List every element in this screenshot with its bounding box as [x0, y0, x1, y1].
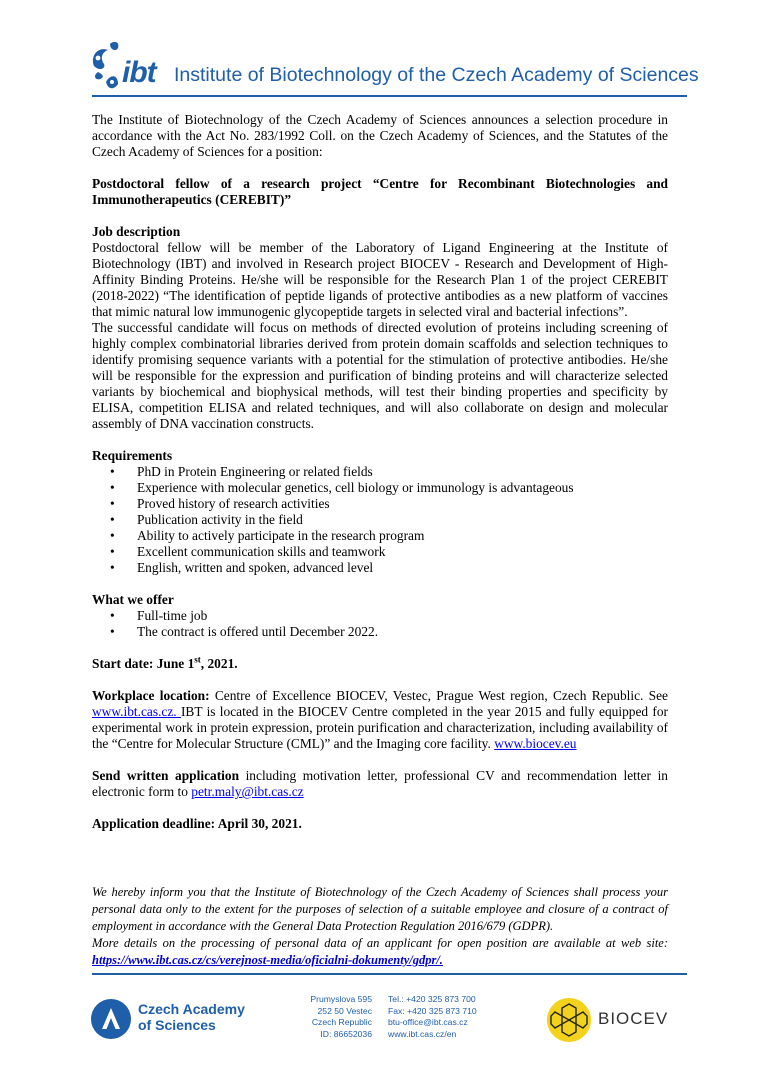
requirements-list — [110, 464, 668, 576]
list-item: • Publication activity in the field — [110, 512, 668, 528]
header-divider — [92, 95, 687, 97]
offer-list — [110, 608, 668, 640]
biocev-name: BIOCEV — [598, 1009, 669, 1028]
biocev-website-link[interactable]: www.biocev.eu — [494, 736, 577, 751]
footer-divider — [92, 973, 687, 975]
list-item: • Experience with molecular genetics, cell biology or immunology is advantageous — [110, 480, 668, 496]
gdpr-link[interactable]: https://www.ibt.cas.cz/cs/verejnost-media/oficialni-dokumenty/gdpr/. — [92, 953, 443, 967]
workplace-label: Workplace location: — [92, 688, 210, 703]
job-description-paragraph: The successful candidate will focus on methods of directed evolution of proteins including screening of highly complex combinatorial libraries derived from protein domain scaffolds and selection techniques to identify promising sequence variants with a potential for the stimulation of protective antibodies. He/she will be responsible for the expression and purification of binding proteins and will characterize selected variants by biochemical and biophysical methods, will test their binding properties and specificity by ELISA, competition ELISA and related techniques, and will also collaborate on design and molecular assembly of DNA vaccination constructs. — [92, 320, 668, 431]
page-header — [88, 38, 699, 96]
application-label: Send written application — [92, 768, 240, 783]
list-item: • Excellent communication skills and teamwork — [110, 544, 668, 560]
intro-paragraph: The Institute of Biotechnology of the Czech Academy of Sciences announces a selection procedure in accordance with the Act No. 283/1992 Coll. on the Czech Academy of Sciences, and the Statutes of the Czech Academy of Sciences for a position: — [92, 112, 668, 159]
cas-logo-icon — [90, 998, 132, 1040]
requirements-heading: Requirements — [92, 448, 173, 463]
footer-contact: Tel.: +420 325 873 700 Fax: +420 325 873 710 btu-office@ibt.cas.cz www.ibt.cas.cz/en — [388, 994, 477, 1039]
list-item: • English, written and spoken, advanced level — [110, 560, 668, 576]
list-item: • Ability to actively participate in the research program — [110, 528, 668, 544]
footer-address: Prumyslova 595 252 50 Vestec Czech Republic ID: 86652036 — [310, 994, 372, 1039]
list-item: • Full-time job — [110, 608, 668, 624]
position-title: Postdoctoral fellow of a research project “Centre for Recombinant Biotechnologies and Immunotherapeutics (CEREBIT)” — [92, 176, 668, 207]
start-date: Start date: June 1st, 2021. — [92, 654, 238, 671]
list-item: • Proved history of research activities — [110, 496, 668, 512]
application-deadline: Application deadline: April 30, 2021. — [92, 816, 302, 831]
document-body — [92, 112, 668, 832]
job-description-heading: Job description — [92, 224, 181, 239]
cas-name: Czech Academy of Sciences — [138, 1001, 245, 1033]
job-description-paragraph: Postdoctoral fellow will be member of the Laboratory of Ligand Engineering at the Institute of Biotechnology (IBT) and involved in Research project BIOCEV - Research and Development of High-Affinity Binding Proteins. He/she will be responsible for the Research Plan 1 of the project CEREBIT (2018-2022) “The identification of peptide ligands of protective antibodies as a new platform of vaccines that mimic natural low immunogenic glycopeptide targets in selected viral and bacterial infections”. — [92, 240, 668, 319]
privacy-notice: We hereby inform you that the Institute of Biotechnology of the Czech Academy of Sciences shall process your personal data only to the extent for the purposes of selection of a suitable employee and closure of a contract of employment in accordance with the General Data Protection Regulation 2016/679 (GDPR). More details on the processing of personal data of an applicant for open position are available at web site: https://www.ibt.cas.cz/cs/verejnost-media/oficialni-dokumenty/gdpr/. — [92, 885, 668, 967]
workplace-paragraph: Workplace location: Centre of Excellence BIOCEV, Vestec, Prague West region, Czech Republic. See www.ibt.cas.cz. IBT is located in the BIOCEV Centre completed in the year 2015 and fully equipped for experimental work in protein expression, protein purification and characterization, including availability of the “Centre for Molecular Structure (CML)” and the Imaging core facility. www.biocev.eu — [92, 688, 668, 751]
offer-heading: What we offer — [92, 592, 174, 607]
email-link[interactable]: petr.maly@ibt.cas.cz — [191, 784, 304, 799]
biocev-logo-icon — [545, 996, 593, 1044]
application-paragraph: Send written application including motivation letter, professional CV and recommendation letter in electronic form to petr.maly@ibt.cas.cz — [92, 768, 668, 799]
list-item: • PhD in Protein Engineering or related fields — [110, 464, 668, 480]
institute-name: Institute of Biotechnology of the Czech Academy of Sciences — [174, 64, 699, 86]
list-item: • The contract is offered until December 2022. — [110, 624, 668, 640]
ibt-website-link[interactable]: www.ibt.cas.cz. — [92, 704, 181, 719]
logo-wordmark: ibt — [122, 56, 156, 89]
